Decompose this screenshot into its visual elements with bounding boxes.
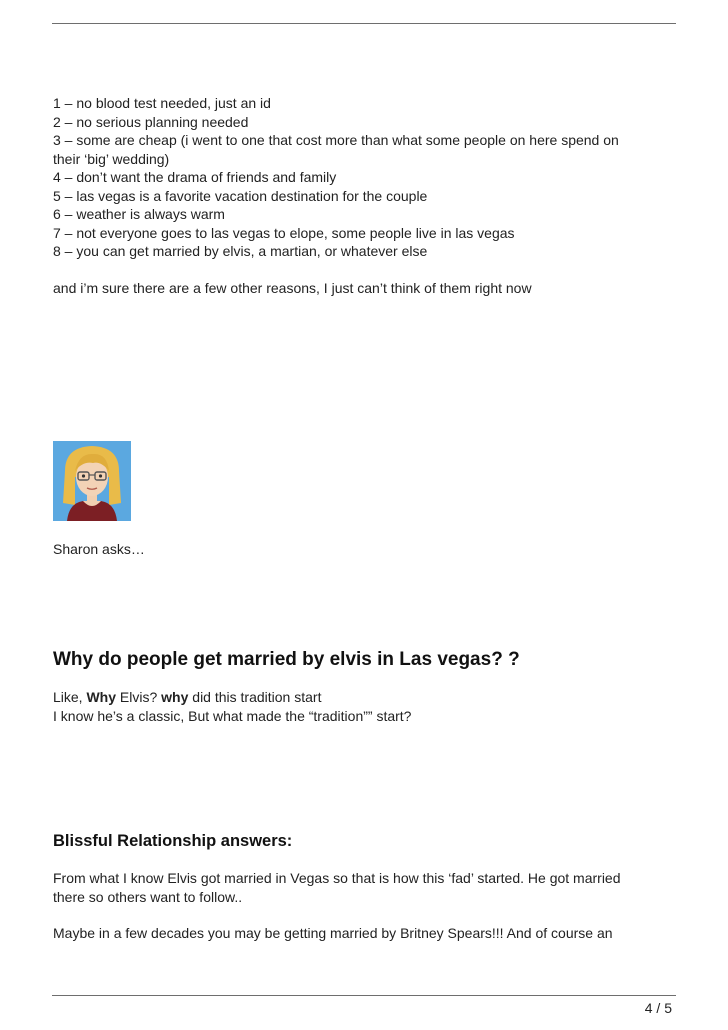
question-emphasis: Why	[86, 689, 117, 705]
answer-title: Blissful Relationship answers:	[53, 832, 293, 850]
footer-rule	[52, 995, 676, 996]
question-emphasis: why	[161, 689, 189, 705]
reason-1: 1 – no blood test needed, just an id	[53, 95, 271, 111]
answer-line-2: there so others want to follow..	[53, 888, 243, 905]
reason-6: 6 – weather is always warm	[53, 206, 225, 222]
asker-name: Sharon asks…	[53, 541, 145, 557]
question-text: did this tradition start	[188, 689, 322, 705]
reason-4: 4 – don’t want the drama of friends and family	[53, 169, 337, 185]
question-text: Like,	[53, 689, 87, 705]
question-title: Why do people get married by elvis in Las vegas? ?	[53, 649, 520, 670]
reason-3-continued: their ‘big’ wedding)	[53, 150, 170, 167]
reason-2: 2 – no serious planning needed	[53, 113, 249, 130]
question-text: Elvis?	[116, 689, 162, 705]
question-line-2: I know he’s a classic, But what made the “tradition”” start?	[53, 707, 412, 724]
header-rule	[52, 23, 676, 24]
reason-7: 7 – not everyone goes to las vegas to elope, some people live in las vegas	[53, 224, 515, 241]
reason-5: 5 – las vegas is a favorite vacation destination for the couple	[53, 187, 428, 204]
answer-line-1: From what I know Elvis got married in Vegas so that is how this ‘fad’ started. He got married	[53, 870, 621, 886]
reason-8: 8 – you can get married by elvis, a martian, or whatever else	[53, 243, 428, 259]
avatar	[53, 441, 131, 521]
closing-text: and i’m sure there are a few other reasons, I just can’t think of them right now	[53, 280, 532, 296]
answer-line-3: Maybe in a few decades you may be getting married by Britney Spears!!! And of course an	[53, 925, 613, 941]
reason-3: 3 – some are cheap (i went to one that cost more than what some people on here spend on	[53, 132, 619, 148]
page-number: 4 / 5	[644, 1000, 672, 1016]
question-line-1	[53, 688, 321, 707]
